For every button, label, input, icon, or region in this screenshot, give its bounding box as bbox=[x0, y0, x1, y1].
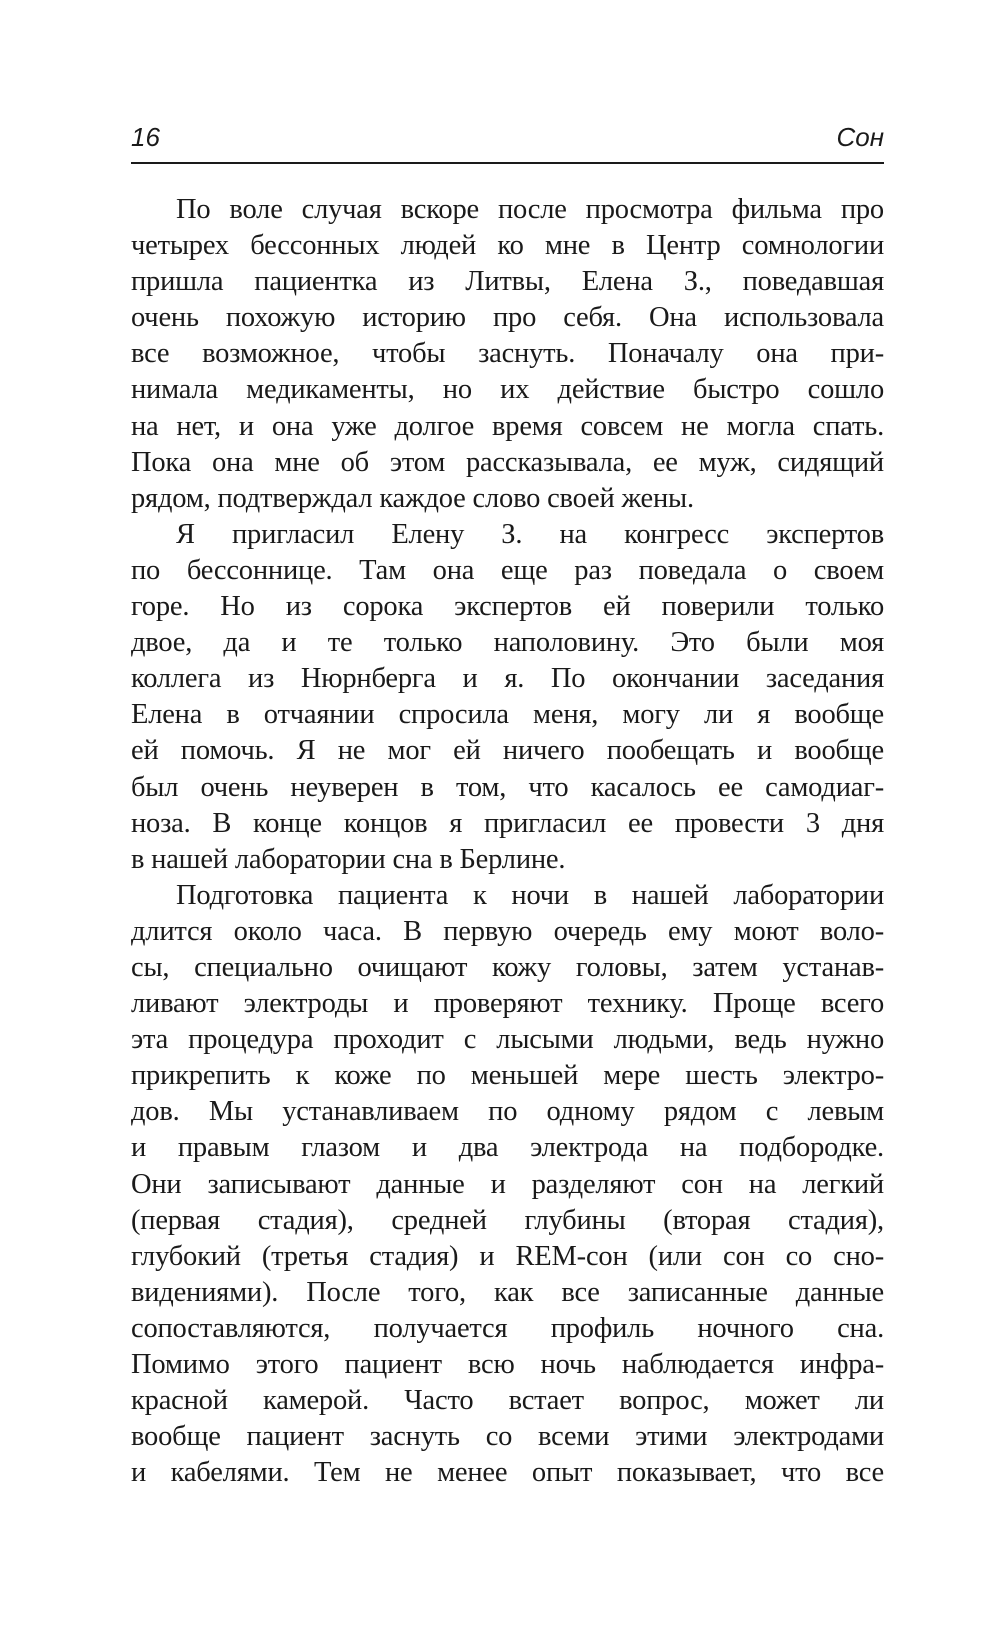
text-line: глубокий (третья стадия) и REM-сон (или сон со сно- bbox=[131, 1240, 884, 1272]
text-line: нимала медикаменты, но их действие быстро сошло bbox=[131, 374, 884, 406]
text-line: и правым глазом и два электрода на подбородке. bbox=[131, 1132, 884, 1164]
text-line: Елена в отчаянии спросила меня, могу ли я вообще bbox=[131, 699, 884, 731]
text-line: Пока она мне об этом рассказывала, ее муж, сидящий bbox=[131, 446, 884, 478]
page-number: 16 bbox=[131, 122, 160, 152]
text-line: ноза. В конце концов я пригласил ее провести 3 дня bbox=[131, 807, 884, 839]
text-line: на нет, и она уже долгое время совсем не могла спать. bbox=[131, 410, 884, 442]
text-line: Подготовка пациента к ночи в нашей лаборатории bbox=[176, 879, 884, 911]
paragraph-1 bbox=[131, 192, 884, 517]
text-line: сопоставляются, получается профиль ночного сна. bbox=[131, 1312, 884, 1344]
running-title: Сон bbox=[836, 122, 884, 152]
text-line: ливают электроды и проверяют технику. Проще всего bbox=[131, 988, 884, 1020]
paragraph-3 bbox=[131, 878, 884, 1492]
text-line: длится около часа. В первую очередь ему моют воло- bbox=[131, 915, 884, 947]
page-header bbox=[131, 118, 884, 164]
text-line: очень похожую историю про себя. Она использовала bbox=[131, 302, 884, 334]
text-line: вообще пациент заснуть со всеми этими электродами bbox=[131, 1421, 884, 1453]
text-line: красной камерой. Часто встает вопрос, может ли bbox=[131, 1385, 884, 1417]
text-line: пришла пациентка из Литвы, Елена З., поведавшая bbox=[131, 266, 884, 298]
text-line: все возможное, чтобы заснуть. Поначалу она при- bbox=[131, 338, 884, 370]
text-line: сы, специально очищают кожу головы, затем устанав- bbox=[131, 951, 884, 983]
text-line: коллега из Нюрнберга и я. По окончании заседания bbox=[131, 663, 884, 695]
paragraph-2 bbox=[131, 517, 884, 878]
text-line: По воле случая вскоре после просмотра фильма про bbox=[176, 194, 884, 225]
body-text bbox=[131, 192, 884, 1491]
text-line: по бессоннице. Там она еще раз поведала о своем bbox=[131, 554, 884, 586]
text-line: двое, да и те только наполовину. Это были моя bbox=[131, 627, 884, 659]
text-line: в нашей лаборатории сна в Берлине. bbox=[131, 843, 566, 875]
text-line: прикрепить к коже по меньшей мере шесть электро- bbox=[131, 1060, 884, 1092]
text-line: рядом, подтверждал каждое слово своей жены. bbox=[131, 482, 694, 514]
text-line: (первая стадия), средней глубины (вторая стадия), bbox=[131, 1204, 884, 1236]
text-line: Я пригласил Елену З. на конгресс экспертов bbox=[176, 518, 884, 550]
text-line: и кабелями. Тем не менее опыт показывает, что все bbox=[131, 1457, 884, 1489]
text-line: дов. Мы устанавливаем по одному рядом с левым bbox=[131, 1096, 884, 1128]
text-line: Они записывают данные и разделяют сон на легкий bbox=[131, 1168, 884, 1200]
text-line: ей помочь. Я не мог ей ничего пообещать и вообще bbox=[131, 735, 884, 767]
text-line: Помимо этого пациент всю ночь наблюдается инфра- bbox=[131, 1349, 884, 1380]
text-line: горе. Но из сорока экспертов ей поверили только bbox=[131, 591, 884, 623]
text-line: эта процедура проходит с лысыми людьми, ведь нужно bbox=[131, 1024, 884, 1056]
text-line: был очень неуверен в том, что касалось ее самодиаг- bbox=[131, 771, 884, 803]
text-line: четырех бессонных людей ко мне в Центр сомнологии bbox=[131, 230, 884, 262]
text-line: видениями). После того, как все записанные данные bbox=[131, 1276, 884, 1308]
